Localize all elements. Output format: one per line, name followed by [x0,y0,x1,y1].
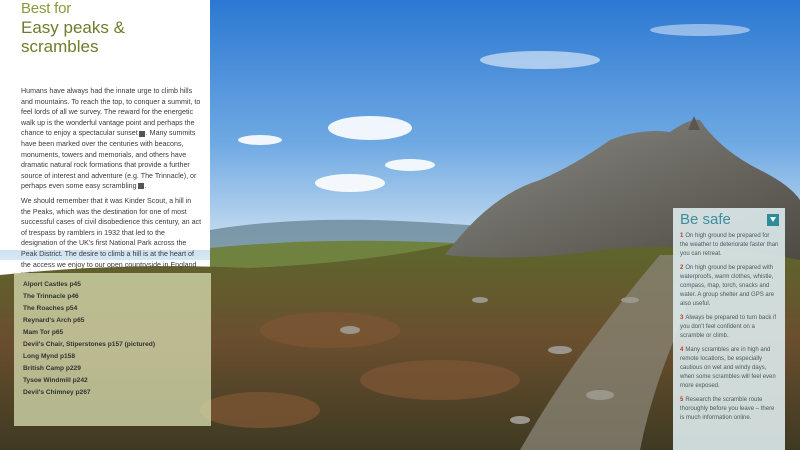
places-list [14,273,211,426]
page-title: Easy peaks & scrambles [21,18,125,56]
tip-number: 4 [680,347,684,353]
tip-text: Many scrambles are in high and remote locations, be especially cautious on wet and windy days, when some scrambles will feel even more exposed. [680,347,776,389]
list-item: Reynard's Arch p65 [23,317,85,325]
list-item: The Trinnacle p46 [23,293,79,301]
list-item: Devil's Chimney p267 [23,389,91,397]
tip-text: On high ground be prepared with waterproofs, warm clothes, whistle, compass, map, torch, snacks and water. A group shelter and GPS are also useful. [680,265,775,307]
chevron-down-icon [767,214,779,226]
safety-panel [673,208,785,450]
sunset-icon [139,131,145,137]
tip-number: 2 [680,265,684,271]
intro-panel [0,0,210,269]
list-item: Mam Tor p65 [23,329,64,337]
list-item: Tysoe Windmill p242 [23,377,88,385]
list-item: Long Mynd p158 [23,353,76,361]
list-item: The Roaches p54 [23,305,78,313]
intro-paragraph-1: Humans have always had the innate urge to climb hills and mountains. To reach the top, to conquer a summit, to feel lords of all we survey. The reward for the energetic walk up is the wonderful vantage point and perhaps the chance to enjoy a spectacular sunset . Many summits have been marked over the centuries with beacons, monuments, towers and memorials, and others have dramatic natural rock formations that provide a further source of interest and adventure (e.g. The Trinnacle), or perhaps even some easy scrambling . [21,87,201,191]
safety-tip [680,346,779,391]
tip-text: On high ground be prepared for the weather to deteriorate faster than you can retreat. [680,233,779,257]
list-item: Alport Castles p45 [23,281,81,288]
list-item: Devil's Chair, Stiperstones p157 (pictured) [23,341,156,349]
safety-tip [680,232,779,259]
list-item: British Camp p229 [23,365,81,373]
safety-title: Be safe [680,211,731,228]
section-kicker: Best for [21,0,72,17]
safety-tip [680,396,779,423]
tip-text: Always be prepared to turn back if you don't feel confident on a scramble or climb. [680,315,777,339]
safety-tip [680,314,779,341]
tip-number: 3 [680,315,684,321]
tip-text: Research the scramble route thoroughly before you leave – there is much information online. [680,397,775,421]
tip-number: 5 [680,397,684,403]
intro-paragraph-2: We should remember that it was Kinder Scout, a hill in the Peaks, which was the destination for one of most successful cases of civil disobedience this century, an act of trespass by ramblers in 1932 that led to the designation of the UK's first National Park across the Peak District. The desire to climb a hill is at the heart of the access we enjoy to our open countryside in England [21,196,202,269]
safety-tip [680,264,779,309]
tip-number: 1 [680,233,684,239]
scramble-icon [138,183,144,189]
